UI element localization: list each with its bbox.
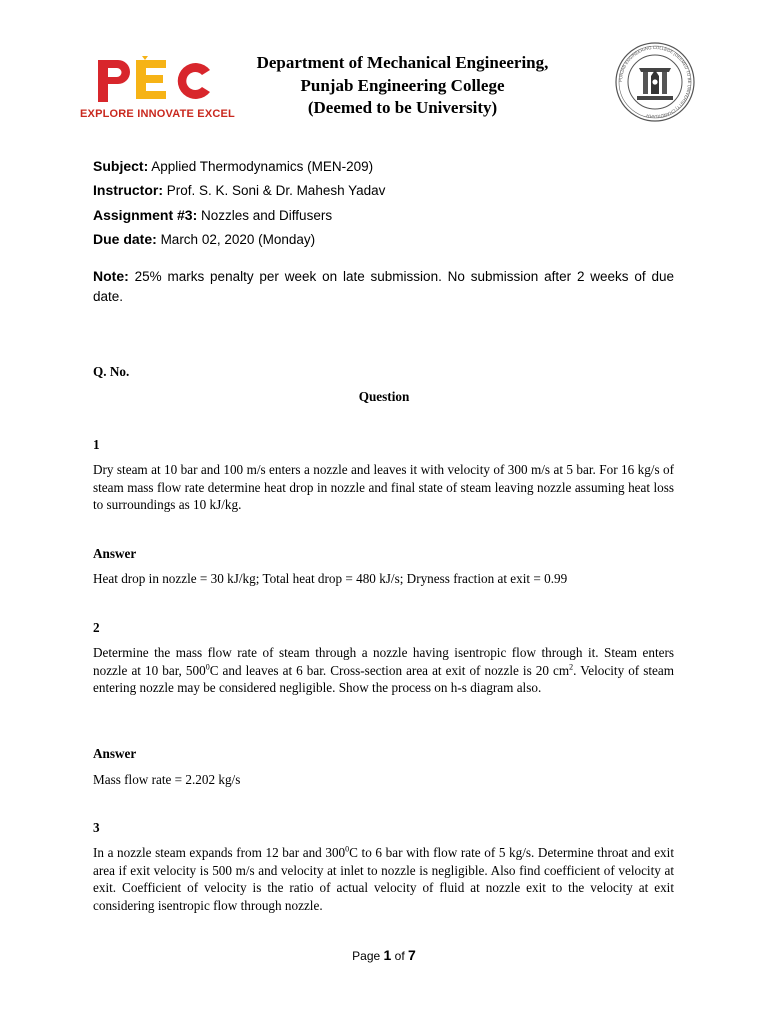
superscript: 2 [569, 662, 574, 672]
qno-header: Q. No. [93, 364, 130, 379]
question-text-part: Determine the mass flow rate of steam through a nozzle having isentropic flow through it. Steam enters nozzle at 10 bar, 500 [93, 645, 674, 678]
instructor-value: Prof. S. K. Soni & Dr. Mahesh Yadav [166, 183, 386, 198]
assignment-value: Nozzles and Diffusers [201, 208, 333, 223]
question-number: 1 [93, 437, 100, 452]
note-value: 25% marks penalty per week on late submission. No submission after 2 weeks of due date. [93, 269, 674, 304]
page-number: 1 [383, 947, 392, 963]
answer-label: Answer [93, 546, 137, 561]
college-seal [613, 42, 697, 122]
instructor-line [93, 182, 385, 198]
header-line-3: (Deemed to be University) [307, 98, 498, 117]
assignment-label: Assignment #3: [93, 207, 198, 223]
subject-label: Subject: [93, 158, 149, 174]
header-line-1: Department of Mechanical Engineering, [256, 53, 549, 72]
logo-tagline: EXPLORE INNOVATE EXCEL [80, 108, 235, 120]
question-text: Dry steam at 10 bar and 100 m/s enters a nozzle and leaves it with velocity of 300 m/s at 5 bar. For 16 kg/s of steam mass flow rate determine heat drop in nozzle and final state of steam leaving nozzle assuming heat loss to surroundings as 10 kJ/kg. [93, 462, 674, 513]
answer-text: Mass flow rate = 2.202 kg/s [93, 772, 241, 787]
seal-emblem [613, 42, 697, 122]
question-text-part: . Velocity of steam entering nozzle may be considered negligible. Show the process on h-s diagram also. [93, 662, 675, 696]
question-text-part: C and leaves at 6 bar. Cross-section area at exit of nozzle is 20 cm [209, 662, 570, 678]
header-line-2: Punjab Engineering College [300, 75, 505, 95]
question-text-part: In a nozzle steam expands from 12 bar and 300 [93, 845, 346, 860]
question-text [93, 844, 674, 914]
due-date-value: March 02, 2020 (Monday) [160, 232, 316, 247]
superscript: 0 [345, 844, 350, 854]
answer-text: Heat drop in nozzle = 30 kJ/kg; Total heat drop = 480 kJ/s; Dryness fraction at exit = 0.99 [93, 571, 568, 586]
page-title [200, 52, 605, 120]
question-text [93, 644, 674, 697]
superscript: 0 [205, 662, 210, 672]
instructor-label: Instructor: [93, 182, 163, 198]
answer-label: Answer [93, 746, 137, 761]
seal-text: PUNJAB ENGINEERING COLLEGE (DEEMED TO BE UNIVERSITY) CHANDIGARH [617, 44, 693, 120]
note-paragraph [93, 266, 674, 307]
subject-line [93, 158, 373, 174]
due-date-line [93, 231, 315, 247]
question-number: 2 [93, 620, 100, 635]
page-total: 7 [408, 947, 416, 963]
note-label: Note: [93, 268, 129, 284]
question-number: 3 [93, 820, 100, 835]
of-word: of [394, 949, 405, 963]
page-word: Page [352, 949, 381, 963]
due-date-label: Due date: [93, 231, 157, 247]
question-header: Question [358, 389, 410, 404]
question-text-part: C to 6 bar with flow rate of 5 kg/s. Determine throat and exit area if exit velocity is 500 m/s and velocity at inlet to nozzle is negligible. Also find coefficient of velocity at exit. Coefficient of velocity is the ratio of actual velocity of fluid at nozzle exit to the velocity at exit considering isentropic flow through nozzle. [93, 845, 674, 913]
page-footer [0, 947, 768, 963]
assignment-line [93, 207, 332, 223]
subject-value: Applied Thermodynamics (MEN-209) [151, 159, 374, 174]
